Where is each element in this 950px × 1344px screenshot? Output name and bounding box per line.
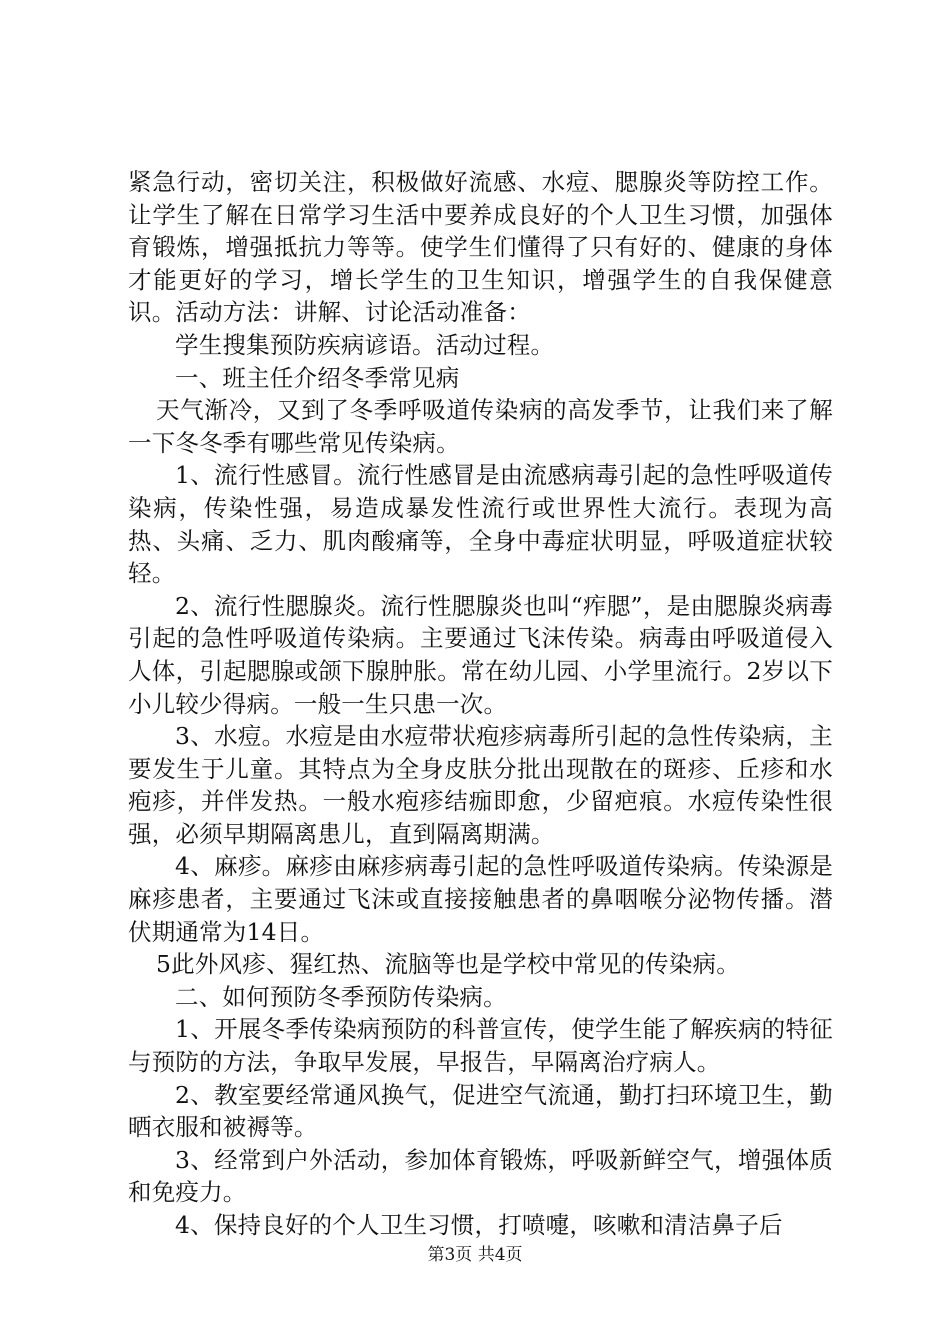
paragraph-prevention-2: 2、教室要经常通风换气，促进空气流通，勤打扫环境卫生，勤晒衣服和被褥等。 (128, 1080, 833, 1142)
paragraph-prevention-3: 3、经常到户外活动，参加体育锻炼，呼吸新鲜空气，增强体质和免疫力。 (128, 1145, 833, 1207)
section-heading-prevention: 二、如何预防冬季预防传染病。 (175, 982, 507, 1011)
document-body (128, 166, 833, 1242)
page-number-footer: 第3页 共4页 (427, 1245, 523, 1265)
paragraph-influenza: 1、流行性感冒。流行性感冒是由流感病毒引起的急性呼吸道传染病，传染性强，易造成暴发性流行或世界性大流行。表现为高热、头痛、乏力、肌肉酸痛等，全身中毒症状明显，呼吸道症状较轻。 (128, 461, 833, 588)
paragraph-intro: 紧急行动，密切关注，积极做好流感、水痘、腮腺炎等防控工作。让学生了解在日常学习生活中要养成良好的个人卫生习惯，加强体育锻炼，增强抵抗力等等。使学生们懂得了只有好的、健康的身体才能更好的学习，增长学生的卫生知识，增强学生的自我保健意识。活动方法：讲解、讨论活动准备： (128, 168, 833, 327)
section-heading-common-diseases: 一、班主任介绍冬季常见病 (175, 363, 460, 392)
paragraph-other-diseases: 5此外风疹、猩红热、流脑等也是学校中常见的传染病。 (156, 950, 740, 979)
paragraph-preparation: 学生搜集预防疾病谚语。活动过程。 (175, 330, 555, 359)
paragraph-chickenpox: 3、水痘。水痘是由水痘带状疱疹病毒所引起的急性传染病，主要发生于儿童。其特点为全身皮肤分批出现散在的斑疹、丘疹和水疱疹，并伴发热。一般水疱疹结痂即愈，少留疤痕。水痘传染性很强，必须早期隔离患儿，直到隔离期满。 (128, 722, 833, 848)
paragraph-prevention-1: 1、开展冬季传染病预防的科普宣传，使学生能了解疾病的特征与预防的方法，争取早发展，早报告，早隔离治疗病人。 (128, 1015, 833, 1077)
paragraph-prevention-4: 4、保持良好的个人卫生习惯，打喷嚏，咳嗽和清洁鼻子后 (175, 1211, 783, 1239)
paragraph-mumps: 2、流行性腮腺炎。流行性腮腺炎也叫“痄腮”，是由腮腺炎病毒引起的急性呼吸道传染病。主要通过飞沫传染。病毒由呼吸道侵入人体，引起腮腺或颌下腺肿胀。常在幼儿园、小学里流行。2岁以下小儿较少得病。一般一生只患一次。 (128, 591, 833, 718)
paragraph-season-intro: 天气渐冷，又到了冬季呼吸道传染病的高发季节，让我们来了解一下冬冬季有哪些常见传染病。 (128, 396, 833, 457)
paragraph-measles: 4、麻疹。麻疹由麻疹病毒引起的急性呼吸道传染病。传染源是麻疹患者，主要通过飞沫或直接接触患者的鼻咽喉分泌物传播。潜伏期通常为14日。 (128, 852, 833, 946)
